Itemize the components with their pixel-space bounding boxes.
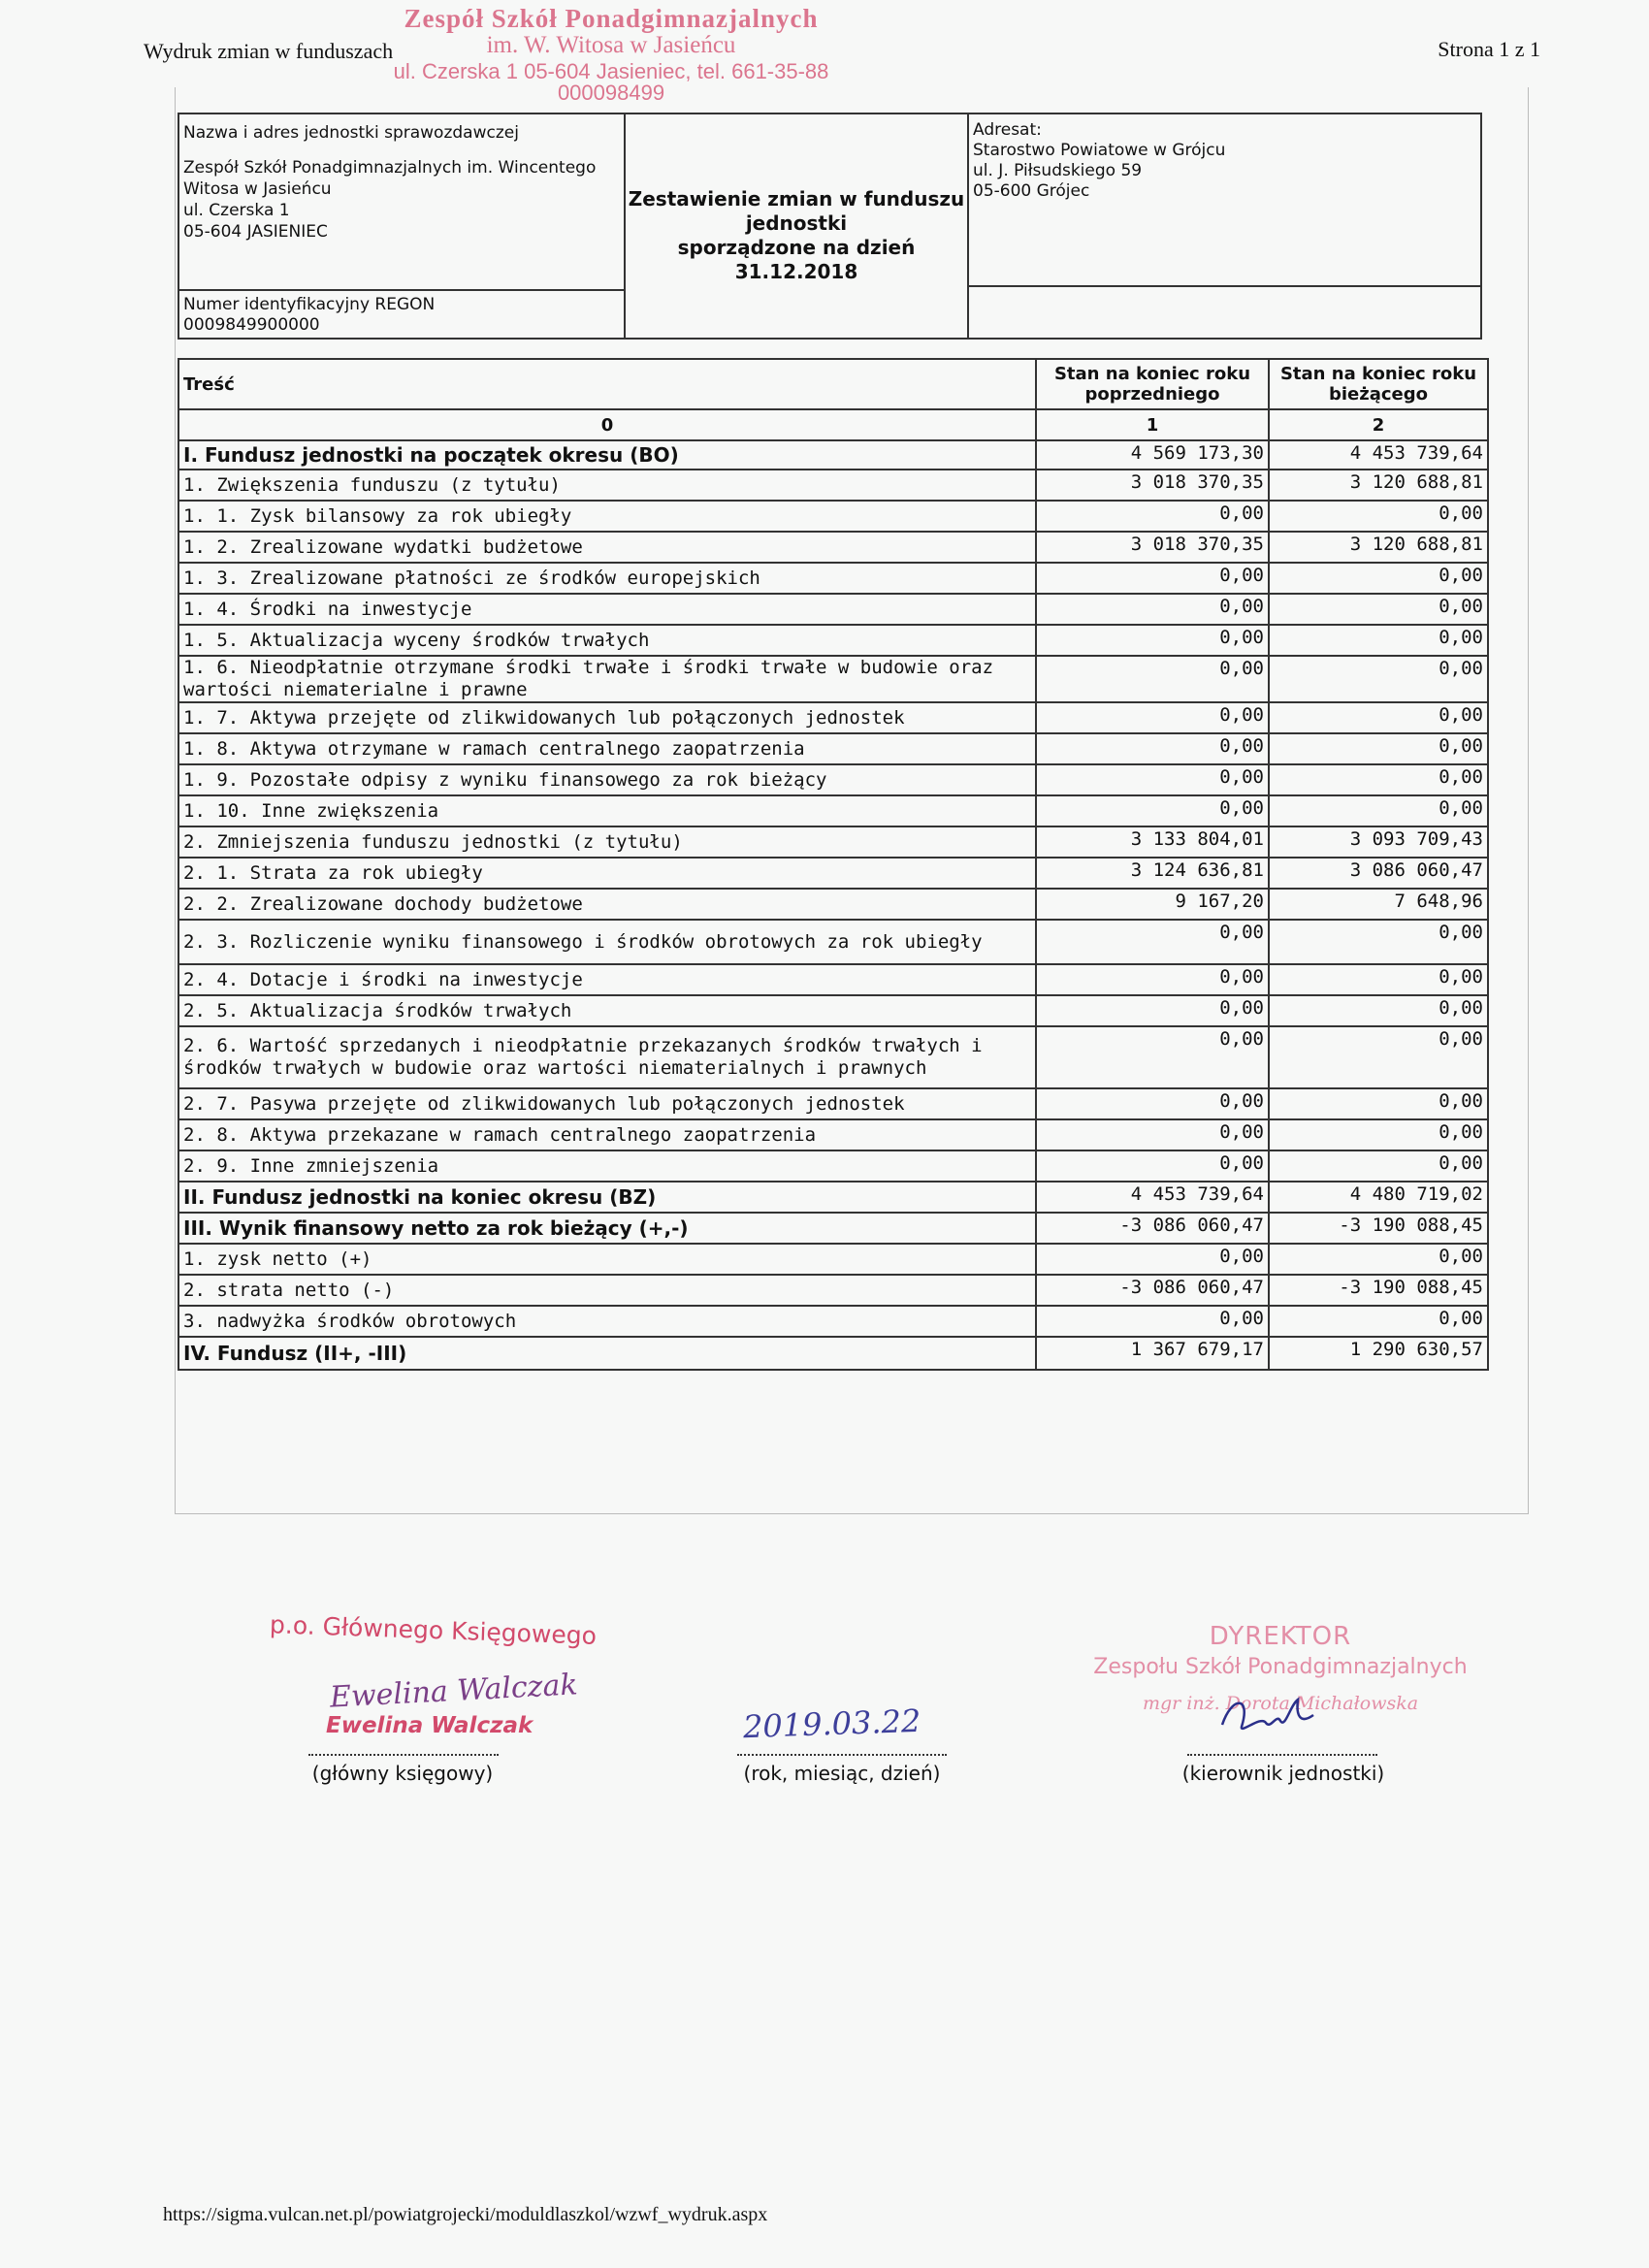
row-value-curr: 0,00 xyxy=(1269,1306,1488,1337)
row-value-curr: 0,00 xyxy=(1269,1150,1488,1182)
table-row xyxy=(178,733,1488,764)
table-row xyxy=(178,858,1488,889)
regon-label: Numer identyfikacyjny REGON xyxy=(183,295,436,314)
row-label: 1. 9. Pozostałe odpisy z wyniku finansowego za rok bieżący xyxy=(178,764,1036,795)
col-index-1: 1 xyxy=(1036,409,1269,440)
regon-value: 0009849900000 xyxy=(183,315,320,335)
col-index-2: 2 xyxy=(1269,409,1488,440)
row-label: 2. 6. Wartość sprzedanych i nieodpłatnie przekazanych środków trwałych i środków trwałych w budowie oraz wartości niematerialnych i prawnych xyxy=(178,1026,1036,1088)
row-label: 1. 3. Zrealizowane płatności ze środków europejskich xyxy=(178,563,1036,594)
row-label: 2. 4. Dotacje i środki na inwestycje xyxy=(178,964,1036,995)
table-row xyxy=(178,995,1488,1026)
row-value-curr: 3 120 688,81 xyxy=(1269,532,1488,563)
table-row xyxy=(178,702,1488,733)
row-value-prev: 0,00 xyxy=(1036,1119,1269,1150)
row-value-prev: 0,00 xyxy=(1036,501,1269,532)
row-value-prev: 4 453 739,64 xyxy=(1036,1182,1269,1213)
unit-info xyxy=(179,114,626,289)
col-header-prev: Stan na koniec roku poprzedniego xyxy=(1036,359,1269,409)
row-value-prev: 0,00 xyxy=(1036,995,1269,1026)
row-value-curr: -3 190 088,45 xyxy=(1269,1275,1488,1306)
row-value-curr: 3 120 688,81 xyxy=(1269,470,1488,501)
footer-url: https://sigma.vulcan.net.pl/powiatgrojecki/moduldlaszkol/wzwf_wydruk.aspx xyxy=(163,2204,768,2225)
accountant-stamp: p.o. Głównego Księgowego xyxy=(269,1610,598,1650)
stamp-line-1: Zespół Szkół Ponadgimnazjalnych xyxy=(404,4,819,33)
row-value-prev: 4 569 173,30 xyxy=(1036,440,1269,470)
row-value-curr: 1 290 630,57 xyxy=(1269,1337,1488,1370)
row-label: 1. 7. Aktywa przejęte od zlikwidowanych lub połączonych jednostek xyxy=(178,702,1036,733)
row-value-prev: 0,00 xyxy=(1036,656,1269,702)
row-label: II. Fundusz jednostki na koniec okresu (BZ) xyxy=(178,1182,1036,1213)
row-label: 1. 10. Inne zwiększenia xyxy=(178,795,1036,826)
row-value-curr: 4 480 719,02 xyxy=(1269,1182,1488,1213)
row-value-prev: 0,00 xyxy=(1036,920,1269,964)
row-value-curr: 0,00 xyxy=(1269,656,1488,702)
row-value-prev: 0,00 xyxy=(1036,1088,1269,1119)
table-row xyxy=(178,594,1488,625)
row-value-prev: 0,00 xyxy=(1036,764,1269,795)
row-value-curr: 0,00 xyxy=(1269,920,1488,964)
row-value-curr: 0,00 xyxy=(1269,733,1488,764)
col-header-curr: Stan na koniec roku bieżącego xyxy=(1269,359,1488,409)
stamp-line-4: 000098499 xyxy=(557,81,665,105)
row-value-prev: -3 086 060,47 xyxy=(1036,1275,1269,1306)
table-row xyxy=(178,889,1488,920)
row-value-curr: 0,00 xyxy=(1269,501,1488,532)
table-row xyxy=(178,1213,1488,1244)
row-label: 2. strata netto (-) xyxy=(178,1275,1036,1306)
row-value-prev: 0,00 xyxy=(1036,795,1269,826)
page-indicator: Strona 1 z 1 xyxy=(1438,37,1540,61)
row-label: 1. Zwiększenia funduszu (z tytułu) xyxy=(178,470,1036,501)
table-row xyxy=(178,563,1488,594)
unit-label: Nazwa i adres jednostki sprawozdawczej xyxy=(183,123,519,143)
row-value-curr: 7 648,96 xyxy=(1269,889,1488,920)
table-row xyxy=(178,1182,1488,1213)
addressee-line1: Starostwo Powiatowe w Grójcu xyxy=(973,141,1226,160)
director-label: (kierownik jednostki) xyxy=(1181,1762,1385,1785)
row-label: 2. 7. Pasywa przejęte od zlikwidowanych lub połączonych jednostek xyxy=(178,1088,1036,1119)
regon-box xyxy=(179,289,626,338)
unit-name-line1: Zespół Szkół Ponadgimnazjalnych im. Wincentego xyxy=(183,158,597,178)
table-index-row xyxy=(178,409,1488,440)
row-value-curr: 0,00 xyxy=(1269,625,1488,656)
col-index-0: 0 xyxy=(178,409,1036,440)
report-title xyxy=(626,114,969,338)
title-line2: jednostki xyxy=(745,211,848,235)
row-label: 2. Zmniejszenia funduszu jednostki (z tytułu) xyxy=(178,826,1036,858)
row-label: 1. 8. Aktywa otrzymane w ramach centralnego zaopatrzenia xyxy=(178,733,1036,764)
table-row xyxy=(178,1088,1488,1119)
row-value-curr: 0,00 xyxy=(1269,1088,1488,1119)
unit-city: 05-604 JASIENIEC xyxy=(183,222,328,242)
row-label: 1. 4. Środki na inwestycje xyxy=(178,594,1036,625)
table-header-row xyxy=(178,359,1488,409)
row-label: 2. 9. Inne zmniejszenia xyxy=(178,1150,1036,1182)
row-label: 1. zysk netto (+) xyxy=(178,1244,1036,1275)
table-row xyxy=(178,795,1488,826)
row-label: IV. Fundusz (II+, -III) xyxy=(178,1337,1036,1370)
row-value-prev: 0,00 xyxy=(1036,733,1269,764)
row-label: 3. nadwyżka środków obrotowych xyxy=(178,1306,1036,1337)
director-stamp-line1: DYREKTOR xyxy=(1209,1622,1352,1651)
row-value-curr: 0,00 xyxy=(1269,1026,1488,1088)
date-handwritten: 2019.03.22 xyxy=(742,1701,922,1746)
addressee-line3: 05-600 Grójec xyxy=(973,181,1090,201)
row-value-curr: 0,00 xyxy=(1269,702,1488,733)
director-stamp-line3: mgr inż. Dorota Michałowska xyxy=(1142,1693,1419,1714)
date-signature-line xyxy=(737,1754,947,1756)
row-value-prev: 0,00 xyxy=(1036,964,1269,995)
row-value-prev: 1 367 679,17 xyxy=(1036,1337,1269,1370)
row-label: 2. 5. Aktualizacja środków trwałych xyxy=(178,995,1036,1026)
row-label: 2. 8. Aktywa przekazane w ramach centralnego zaopatrzenia xyxy=(178,1119,1036,1150)
addressee-line2: ul. J. Piłsudskiego 59 xyxy=(973,161,1143,180)
row-value-prev: 0,00 xyxy=(1036,1306,1269,1337)
table-row xyxy=(178,1119,1488,1150)
row-value-curr: 0,00 xyxy=(1269,563,1488,594)
accountant-label: (główny księgowy) xyxy=(311,1762,494,1785)
row-label: III. Wynik finansowy netto za rok bieżący (+,-) xyxy=(178,1213,1036,1244)
row-value-prev: 0,00 xyxy=(1036,594,1269,625)
table-row xyxy=(178,501,1488,532)
row-value-curr: 0,00 xyxy=(1269,1119,1488,1150)
date-label: (rok, miesiąc, dzień) xyxy=(743,1762,941,1785)
addressee-label: Adresat: xyxy=(973,120,1042,140)
row-value-curr: 3 093 709,43 xyxy=(1269,826,1488,858)
row-value-curr: 0,00 xyxy=(1269,995,1488,1026)
table-row xyxy=(178,1150,1488,1182)
table-row xyxy=(178,1337,1488,1370)
row-value-curr: 0,00 xyxy=(1269,1244,1488,1275)
addressee xyxy=(969,114,1480,285)
row-value-curr: 0,00 xyxy=(1269,594,1488,625)
table-row xyxy=(178,764,1488,795)
director-signature-scribble xyxy=(1212,1686,1329,1744)
addressee-empty-cell xyxy=(969,285,1480,338)
accountant-signature-line xyxy=(308,1754,499,1756)
fund-changes-table xyxy=(178,358,1489,1371)
row-value-curr: 0,00 xyxy=(1269,764,1488,795)
table-row xyxy=(178,1026,1488,1088)
row-value-curr: 0,00 xyxy=(1269,795,1488,826)
table-row xyxy=(178,920,1488,964)
row-value-prev: -3 086 060,47 xyxy=(1036,1213,1269,1244)
row-value-prev: 3 018 370,35 xyxy=(1036,470,1269,501)
row-value-curr: -3 190 088,45 xyxy=(1269,1213,1488,1244)
row-value-curr: 0,00 xyxy=(1269,964,1488,995)
row-value-curr: 4 453 739,64 xyxy=(1269,440,1488,470)
table-row xyxy=(178,440,1488,470)
table-row xyxy=(178,625,1488,656)
row-value-prev: 3 133 804,01 xyxy=(1036,826,1269,858)
table-row xyxy=(178,470,1488,501)
col-header-text: Treść xyxy=(178,359,1036,409)
table-row xyxy=(178,964,1488,995)
table-row xyxy=(178,1244,1488,1275)
table-row xyxy=(178,656,1488,702)
unit-street: ul. Czerska 1 xyxy=(183,201,290,220)
report-header-block xyxy=(178,113,1482,340)
title-date: 31.12.2018 xyxy=(734,260,858,283)
row-label: 2. 3. Rozliczenie wyniku finansowego i środków obrotowych za rok ubiegły xyxy=(178,920,1036,964)
row-label: 2. 1. Strata za rok ubiegły xyxy=(178,858,1036,889)
row-value-prev: 3 018 370,35 xyxy=(1036,532,1269,563)
row-value-prev: 0,00 xyxy=(1036,1026,1269,1088)
row-value-curr: 3 086 060,47 xyxy=(1269,858,1488,889)
title-line3: sporządzone na dzień xyxy=(677,236,916,259)
table-row xyxy=(178,1275,1488,1306)
accountant-stamp-name: Ewelina Walczak xyxy=(326,1713,534,1738)
title-line1: Zestawienie zmian w funduszu xyxy=(628,187,965,211)
stamp-line-3: ul. Czerska 1 05-604 Jasieniec, tel. 661-35-88 xyxy=(393,59,829,83)
table-row xyxy=(178,1306,1488,1337)
row-label: 1. 1. Zysk bilansowy za rok ubiegły xyxy=(178,501,1036,532)
row-label: 1. 2. Zrealizowane wydatki budżetowe xyxy=(178,532,1036,563)
table-row xyxy=(178,532,1488,563)
row-label: 1. 5. Aktualizacja wyceny środków trwałych xyxy=(178,625,1036,656)
row-value-prev: 0,00 xyxy=(1036,563,1269,594)
stamp-line-2: im. W. Witosa w Jasieńcu xyxy=(486,32,736,58)
row-label: 1. 6. Nieodpłatnie otrzymane środki trwałe i środki trwałe w budowie oraz wartości niematerialne i prawne xyxy=(178,656,1036,702)
director-stamp-line2: Zespołu Szkół Ponadgimnazjalnych xyxy=(1093,1655,1468,1679)
row-label: 2. 2. Zrealizowane dochody budżetowe xyxy=(178,889,1036,920)
unit-name-line2: Witosa w Jasieńcu xyxy=(183,179,332,199)
table-row xyxy=(178,826,1488,858)
accountant-handwritten-signature: Ewelina Walczak xyxy=(329,1668,579,1715)
print-title: Wydruk zmian w funduszach xyxy=(144,39,394,63)
row-value-prev: 0,00 xyxy=(1036,625,1269,656)
row-value-prev: 0,00 xyxy=(1036,702,1269,733)
row-value-prev: 3 124 636,81 xyxy=(1036,858,1269,889)
row-label: I. Fundusz jednostki na początek okresu (BO) xyxy=(178,440,1036,470)
row-value-prev: 0,00 xyxy=(1036,1150,1269,1182)
director-signature-line xyxy=(1187,1754,1377,1756)
row-value-prev: 0,00 xyxy=(1036,1244,1269,1275)
row-value-prev: 9 167,20 xyxy=(1036,889,1269,920)
